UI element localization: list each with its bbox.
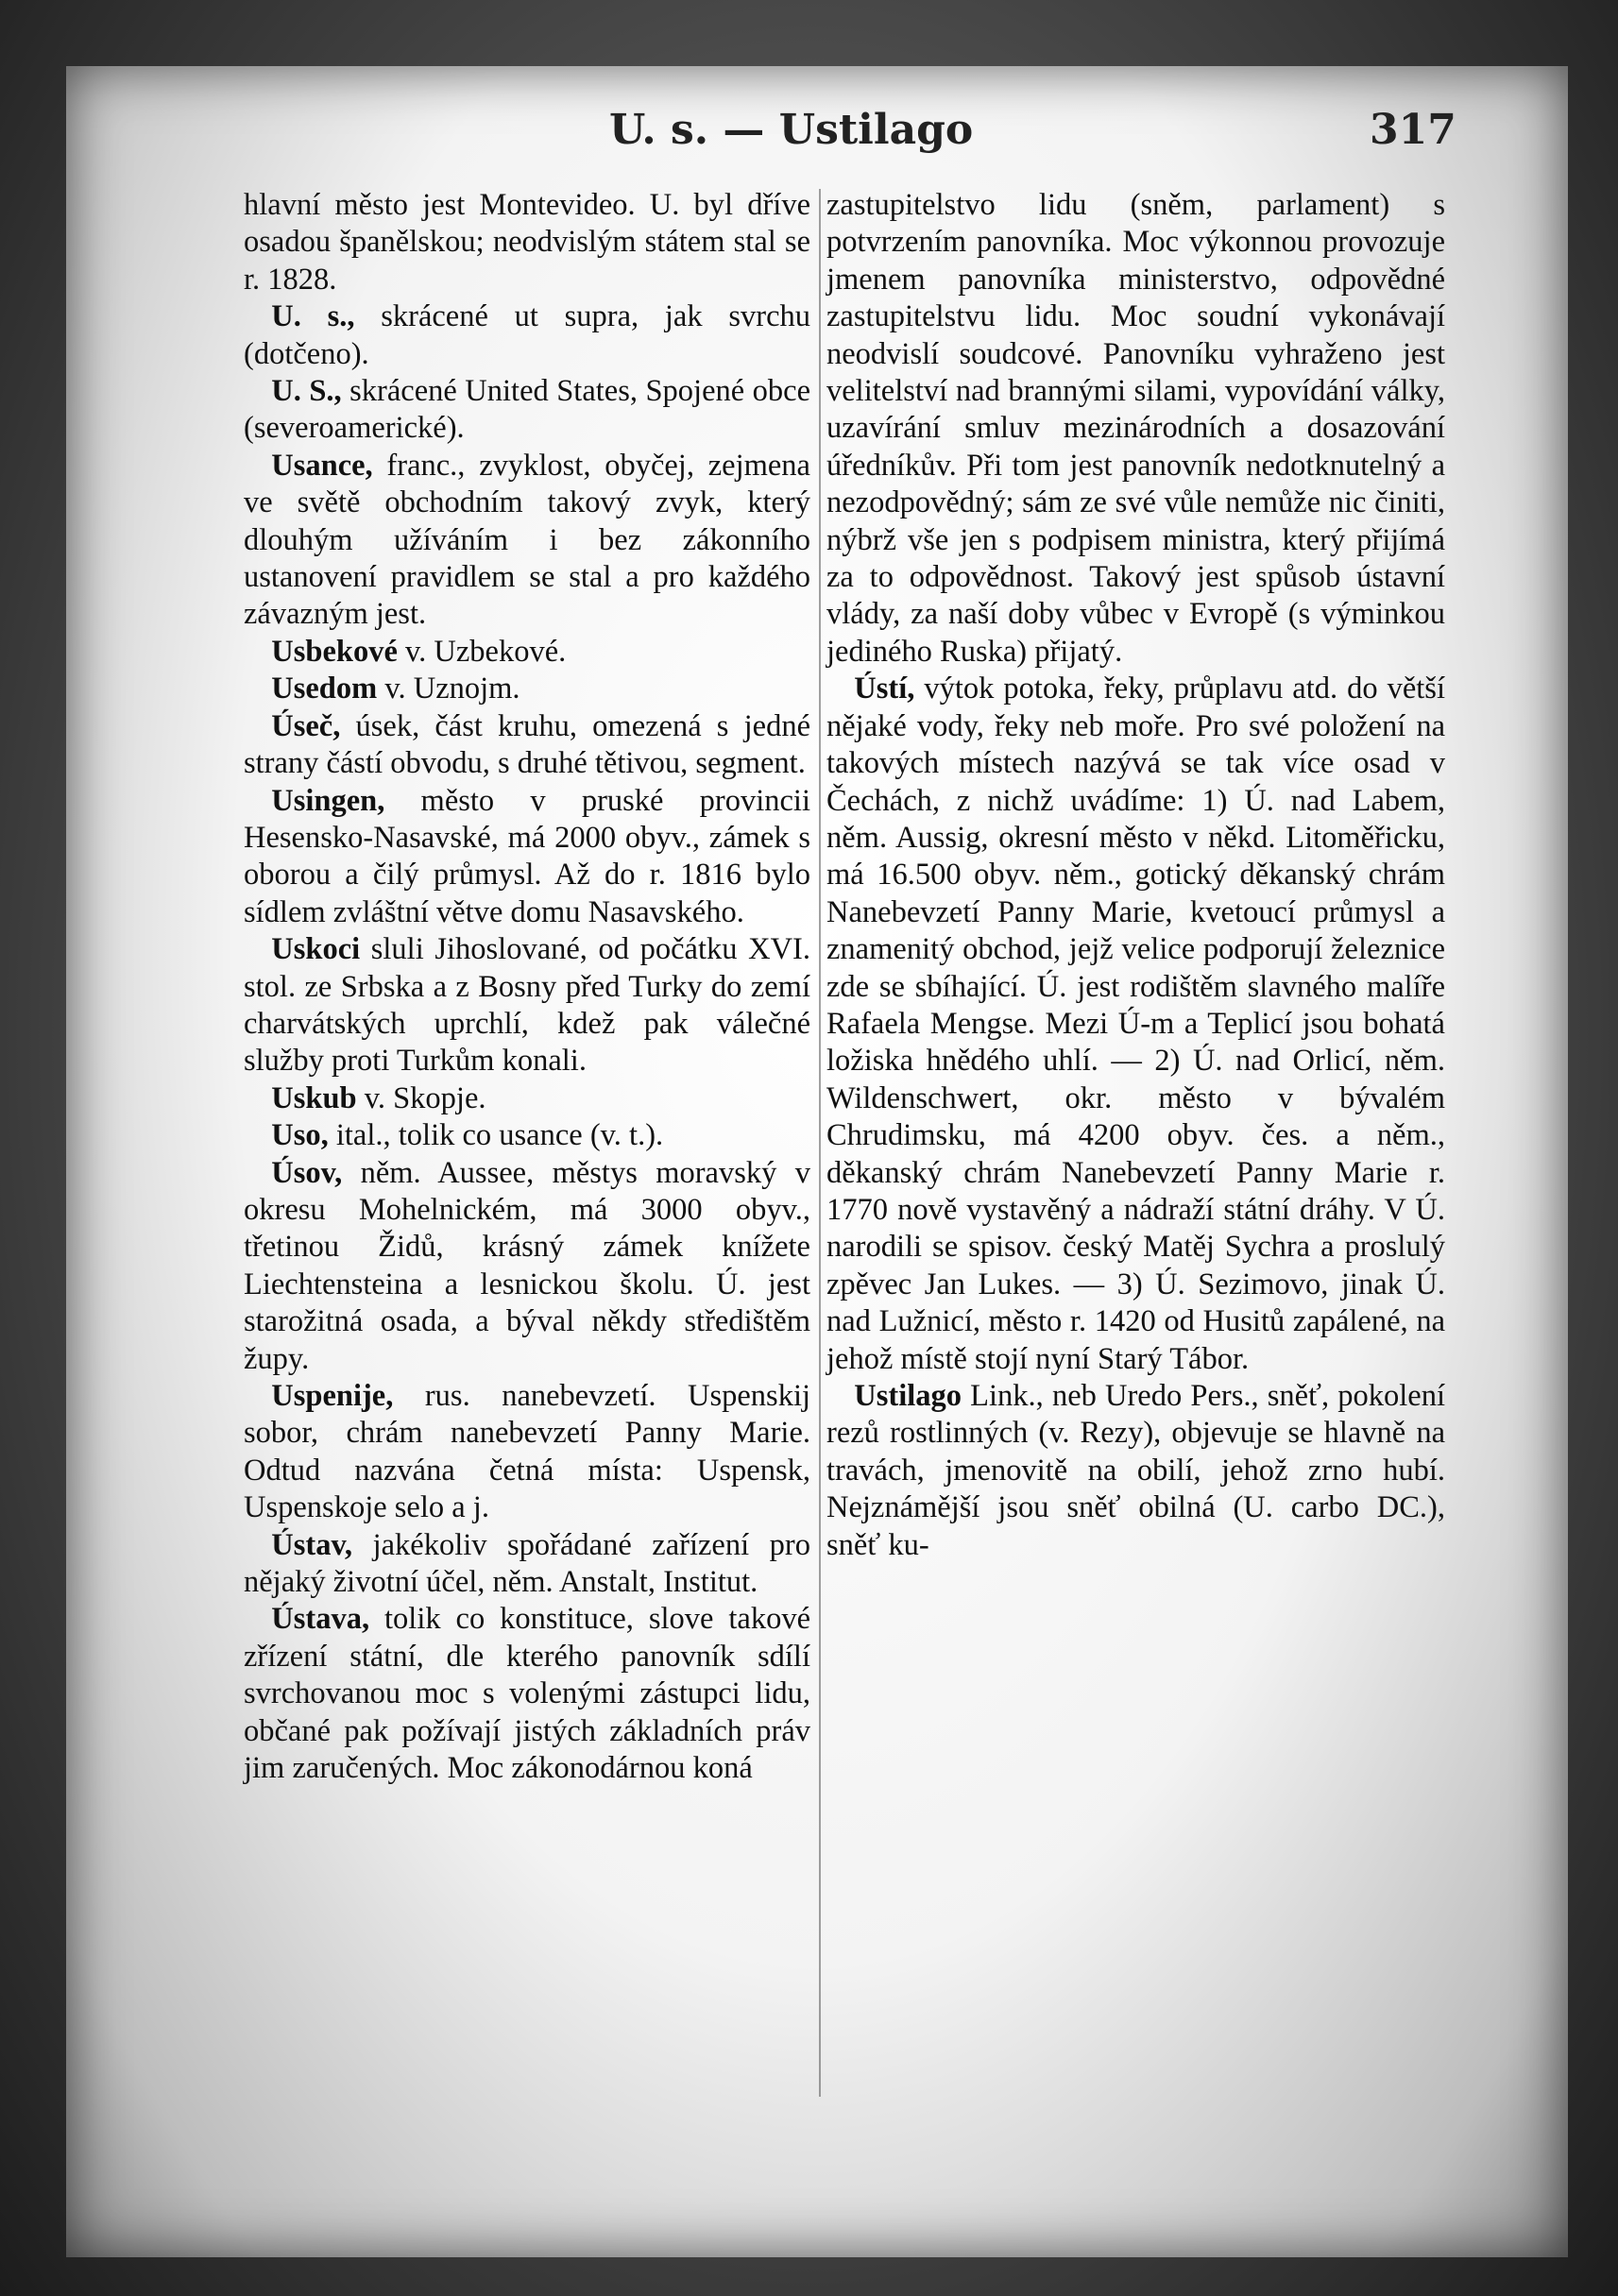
entry-headword: U. s.,	[271, 299, 355, 334]
dictionary-entry	[244, 671, 810, 707]
dictionary-entry	[244, 298, 810, 373]
entry-text: rus. nanebevzetí. Uspenskij sobor, chrám nanebevzetí Panny Marie. Odtud nazvána četná místa: Uspensk, Uspenskoje selo a j.	[244, 1379, 810, 1525]
entry-text: výtok potoka, řeky, průplavu atd. do větší nějaké vody, řeky neb moře. Pro své položení na takových místech nazývá se tak více osad v Čechách, z nichž uvádíme: 1) Ú. nad Labem, něm. Aussig, okresní město v někd. Litoměřicku, má 16.500 obyv. něm., gotický děkanský chrám Nanebevzetí Panny Marie, kvetoucí průmysl a znamenitý obchod, jejž velice podporují železnice zde se sbíhající. Ú. jest rodištěm slavného malíře Rafaela Mengse. Mezi Ú-m a Teplicí jsou bohatá ložiska hnědého uhlí. — 2) Ú. nad Orlicí, něm. Wildenschwert, okr. město v bývalém Chrudimsku, má 4200 obyv. čes. a něm., děkanský chrám Nanebevzetí Panny Marie r. 1770 nově vystavěný a nádraží státní dráhy. V Ú. narodili se spisov. český Matěj Sychra a proslulý zpěvec Jan Lukes. — 3) Ú. Sezimovo, jinak Ú. nad Lužnicí, město r. 1420 od Husitů zapálené, na jehož místě stojí nyní Starý Tábor.	[826, 672, 1445, 1376]
column-divider	[819, 189, 821, 2097]
running-header	[0, 104, 1618, 161]
entry-headword: Ústava,	[271, 1602, 370, 1637]
entry-headword: Úseč,	[271, 708, 341, 743]
entry-text: hlavní město jest Montevideo. U. byl dříve osadou španělskou; neodvislým státem stal se r. 1828.	[244, 188, 810, 297]
dictionary-entry	[244, 1080, 810, 1117]
entry-text: jakékoliv spořádané zařízení pro nějaký životní účel, něm. Anstalt, Institut.	[244, 1527, 810, 1600]
page-number: 317	[1370, 106, 1456, 154]
entry-text: zastupitelstvo lidu (sněm, parlament) s potvrzením panovníka. Moc výkonnou provozuje jmenem panovníka ministerstvo, odpovědné zastupitelstvu lidu. Moc soudní vykonávají neodvislí soudcové. Panovníku vyhraženo jest velitelství nad brannými silami, vypovídání války, uzavírání smluv mezinárodních a dosazování úředníkův. Při tom jest panovník nedotknutelný a nezodpovědný; sám ze své vůle nemůže nic činiti, nýbrž vše jen s podpisem ministra, který přijímá za to odpovědnost. Takový jest spůsob ústavní vlády, za naší doby vůbec v Evropě (s výminkou jediného Ruska) přijatý.	[826, 188, 1445, 669]
entry-text: Link., neb Uredo Pers., sněť, pokolení rezů rostlinných (v. Rezy), objevuje se hlavně na travách, jmenovitě na obilí, jehož zrno hubí. Nejznámější jsou sněť obilná (U. carbo DC.), sněť ku-	[826, 1379, 1445, 1562]
entry-text: ital., tolik co usance (v. t.).	[328, 1118, 664, 1153]
dictionary-entry	[244, 783, 810, 932]
running-head: U. s. — Ustilago	[609, 106, 974, 154]
entry-text: něm. Aussee, městys moravský v okresu Mohelnickém, má 3000 obyv., třetinou Židů, krásný zámek knížete Liechtensteina a lesnickou školu. Ú. jest starožitná osada, a býval někdy středištěm župy.	[244, 1155, 810, 1376]
entry-text: v. Uznojm.	[377, 672, 520, 706]
dictionary-entry	[244, 931, 810, 1080]
dictionary-entry	[244, 1601, 810, 1787]
entry-headword: Ústav,	[271, 1527, 353, 1562]
dictionary-entry	[244, 448, 810, 634]
entry-text: sluli Jihoslované, od počátku XVI. stol. ze Srbska a z Bosny před Turky do zemí charvátských uprchlí, kdež pak válečné služby proti Turkům konali.	[244, 932, 810, 1079]
entry-text: v. Skopje.	[356, 1080, 486, 1115]
dictionary-entry	[244, 1155, 810, 1378]
entry-headword: Ustilago	[854, 1379, 962, 1413]
dictionary-entry	[244, 187, 810, 298]
entry-text: v. Uzbekové.	[397, 634, 567, 669]
entry-headword: Usedom	[271, 672, 378, 706]
entry-headword: Uskub	[271, 1080, 357, 1115]
entry-headword: Ústí,	[854, 672, 915, 706]
right-column	[826, 187, 1445, 1564]
entry-headword: Uskoci	[271, 932, 361, 967]
entry-headword: Usbekové	[271, 634, 398, 669]
entry-text: skrácené ut supra, jak svrchu (dotčeno).	[244, 299, 810, 371]
entry-headword: Usance,	[271, 448, 373, 483]
entry-text: skrácené United States, Spojené obce (severoamerické).	[244, 374, 811, 446]
dictionary-entry	[244, 1378, 810, 1527]
entry-text: franc., zvyklost, obyčej, zejmena ve světě obchodním takový zvyk, který dlouhým užíváním i bez zákonního ustanovení pravidlem se stal a pro každého závazným jest.	[244, 448, 810, 632]
entry-headword: Usingen,	[271, 783, 385, 818]
left-column	[244, 187, 810, 1787]
dictionary-entry	[244, 373, 810, 448]
dictionary-entry	[244, 1527, 810, 1602]
dictionary-entry	[826, 187, 1445, 671]
dictionary-entry	[826, 671, 1445, 1378]
entry-headword: Úsov,	[271, 1155, 343, 1190]
entry-text: úsek, část kruhu, omezená s jedné strany částí obvodu, s druhé tětivou, segment.	[244, 708, 810, 781]
dictionary-entry	[244, 708, 810, 783]
entry-headword: Uspenije,	[271, 1379, 394, 1413]
entry-headword: Uso,	[271, 1118, 329, 1153]
entry-text: město v pruské provincii Hesensko-Nasavské, má 2000 obyv., zámek s oborou a čilý průmysl. Až do r. 1816 bylo sídlem zvláštní větve domu Nasavského.	[244, 783, 810, 929]
dictionary-entry	[244, 634, 810, 671]
dictionary-entry	[826, 1378, 1445, 1564]
entry-text: tolik co konstituce, slove takové zřízení státní, dle kterého panovník sdílí svrchovanou moc s volenými zástupci lidu, občané pak požívají jistých základních práv jim zaručených. Moc zákonodárnou koná	[244, 1602, 810, 1786]
entry-headword: U. S.,	[271, 374, 342, 409]
dictionary-entry	[244, 1117, 810, 1154]
